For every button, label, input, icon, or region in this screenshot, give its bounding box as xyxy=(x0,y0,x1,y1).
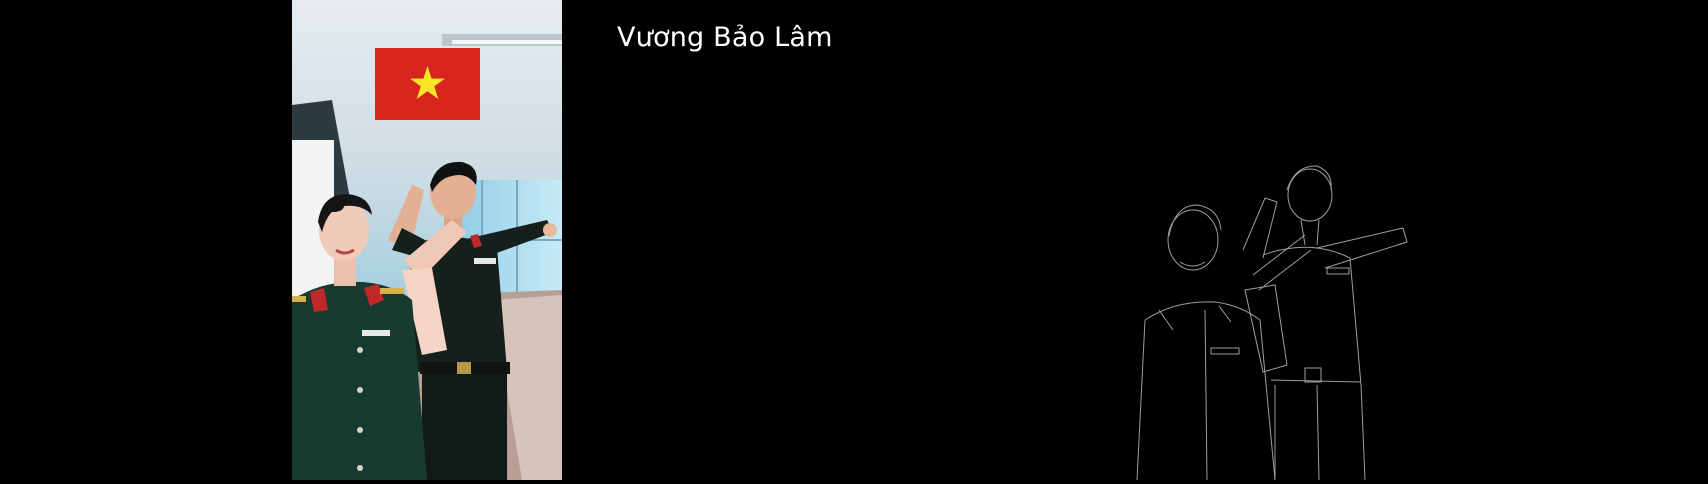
vietnam-flag xyxy=(375,48,480,120)
flag-star-icon xyxy=(375,48,480,120)
caption-title: Vương Bảo Lâm xyxy=(617,22,833,53)
edge-outline-panel xyxy=(1135,150,1425,480)
edge-outline-figures xyxy=(1135,150,1425,480)
